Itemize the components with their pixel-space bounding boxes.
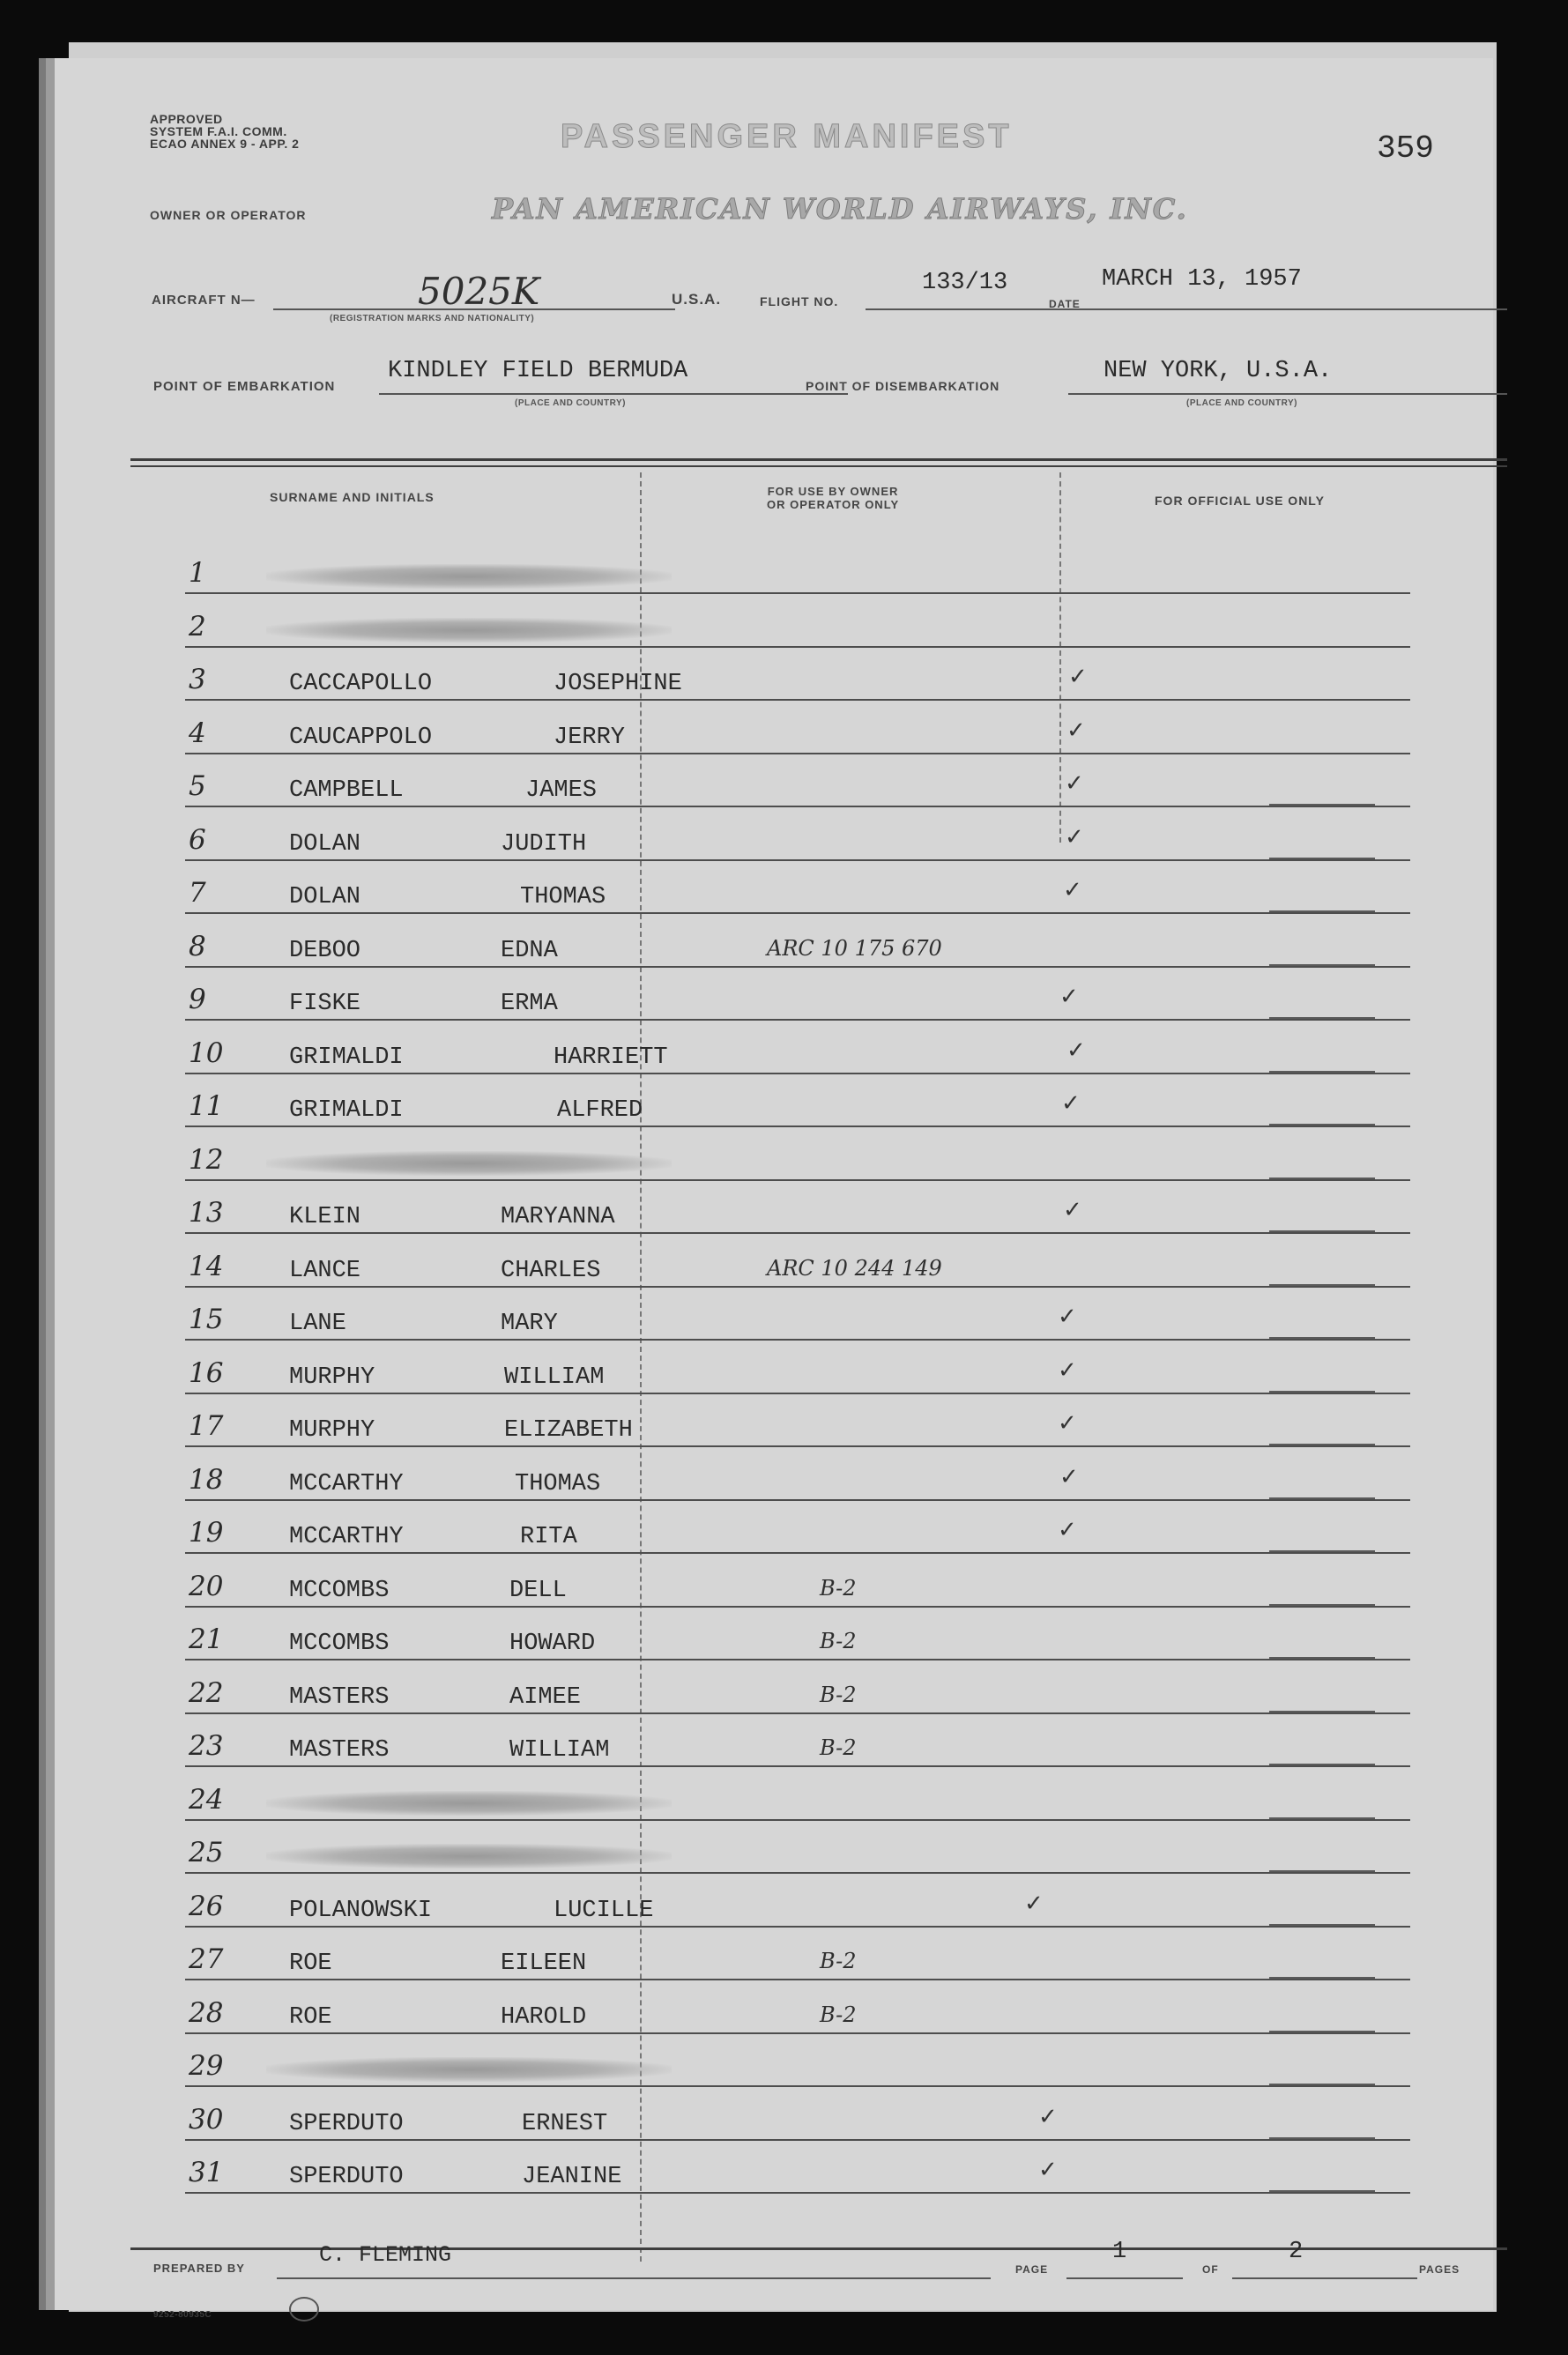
- passenger-given-name: HAROLD: [501, 2003, 587, 2031]
- passenger-surname: MURPHY: [289, 1363, 375, 1391]
- passenger-given-name: EDNA: [501, 937, 558, 964]
- check-mark-icon: ✓: [1038, 2103, 1058, 2130]
- aircraft-hint: (REGISTRATION MARKS AND NATIONALITY): [330, 314, 535, 323]
- pages-label: PAGES: [1419, 2263, 1460, 2276]
- passenger-surname: CAUCAPPOLO: [289, 724, 433, 751]
- passenger-given-name: LUCILLE: [554, 1897, 654, 1924]
- passenger-surname: ROE: [289, 2003, 332, 2031]
- table-row: [185, 1608, 1410, 1660]
- check-mark-icon: ✓: [1066, 717, 1086, 744]
- table-row: [185, 861, 1410, 914]
- passenger-given-name: ERNEST: [522, 2110, 608, 2137]
- table-row: [185, 1875, 1410, 1928]
- table-row: [185, 1501, 1410, 1554]
- check-mark-icon: ✓: [1066, 1036, 1086, 1064]
- disembark-label: POINT OF DISEMBARKATION: [806, 379, 1000, 393]
- passenger-surname: MCCARTHY: [289, 1524, 404, 1550]
- aircraft-label: AIRCRAFT N—: [152, 293, 256, 308]
- passenger-surname: MCCOMBS: [289, 1577, 390, 1604]
- table-row: [185, 1714, 1410, 1767]
- redacted-name: [266, 1844, 672, 1868]
- table-row: [185, 1394, 1410, 1447]
- table-row: [185, 1288, 1410, 1341]
- row-number: 31: [189, 2157, 224, 2188]
- operator-note: ARC 10 244 149: [767, 1255, 942, 1281]
- row-number: 12: [189, 1143, 224, 1176]
- passenger-surname: DOLAN: [289, 830, 361, 858]
- passenger-given-name: JOSEPHINE: [554, 671, 682, 697]
- row-number: 3: [189, 664, 206, 695]
- of-label: OF: [1202, 2263, 1219, 2276]
- official-use-blank: [1269, 1337, 1375, 1339]
- passenger-surname: KLEIN: [289, 1204, 361, 1230]
- passenger-surname: GRIMALDI: [289, 1097, 404, 1124]
- passenger-given-name: EILEEN: [501, 1950, 587, 1977]
- passenger-surname: MASTERS: [289, 1683, 390, 1711]
- check-mark-icon: ✓: [1063, 877, 1082, 903]
- table-row: [185, 541, 1410, 594]
- disembark-value: NEW YORK, U.S.A.: [1104, 358, 1333, 384]
- table-row: [185, 1341, 1410, 1394]
- passenger-given-name: MARYANNA: [501, 1204, 615, 1230]
- table-row: [185, 915, 1410, 968]
- passenger-surname: LANCE: [289, 1257, 361, 1284]
- table-row: [185, 1074, 1410, 1127]
- redacted-name: [266, 1791, 672, 1816]
- row-number: 5: [189, 770, 206, 802]
- aircraft-value: 5025K: [418, 270, 540, 313]
- row-number: 29: [189, 2050, 224, 2082]
- passenger-given-name: WILLIAM: [509, 1737, 610, 1764]
- table-row: [185, 1128, 1410, 1181]
- check-mark-icon: ✓: [1063, 1197, 1082, 1223]
- official-use-blank: [1269, 1550, 1375, 1552]
- passenger-surname: CACCAPOLLO: [289, 671, 433, 697]
- embark-value: KINDLEY FIELD BERMUDA: [388, 358, 688, 384]
- check-mark-icon: ✓: [1024, 1890, 1044, 1917]
- passenger-given-name: MARY: [501, 1311, 558, 1337]
- flight-value: 133/13: [922, 270, 1008, 296]
- column-header-operator-line: FOR USE BY OWNER: [767, 485, 899, 498]
- passenger-given-name: ERMA: [501, 991, 558, 1017]
- prepared-label: PREPARED BY: [153, 2262, 245, 2275]
- official-use-blank: [1269, 1391, 1375, 1393]
- passenger-surname: DOLAN: [289, 884, 361, 910]
- official-use-blank: [1269, 1444, 1375, 1445]
- passenger-surname: SPERDUTO: [289, 2164, 404, 2190]
- row-number: 17: [189, 1410, 224, 1442]
- row-number: 18: [189, 1463, 224, 1496]
- row-number: 26: [189, 1890, 224, 1922]
- table-row: [185, 808, 1410, 861]
- embark-label: POINT OF EMBARKATION: [153, 379, 336, 394]
- official-use-blank: [1269, 804, 1375, 806]
- check-mark-icon: ✓: [1065, 823, 1084, 851]
- check-mark-icon: ✓: [1065, 770, 1084, 797]
- official-use-blank: [1269, 1870, 1375, 1872]
- official-use-blank: [1269, 1124, 1375, 1125]
- official-use-blank: [1269, 1711, 1375, 1712]
- row-number: 20: [189, 1570, 224, 1602]
- column-header-operator: [767, 485, 899, 511]
- redacted-name: [266, 2057, 672, 2082]
- row-number: 21: [189, 1623, 224, 1655]
- official-use-blank: [1269, 1284, 1375, 1286]
- table-row: [185, 2034, 1410, 2087]
- passenger-surname: SPERDUTO: [289, 2110, 404, 2137]
- operator-note: B-2: [820, 1629, 857, 1653]
- passenger-given-name: JAMES: [525, 777, 598, 804]
- row-number: 15: [189, 1304, 224, 1335]
- passenger-surname: DEBOO: [289, 937, 361, 964]
- check-mark-icon: ✓: [1059, 984, 1079, 1010]
- row-number: 1: [189, 557, 206, 589]
- passenger-given-name: WILLIAM: [504, 1363, 605, 1391]
- table-row: [185, 595, 1410, 648]
- table-row: [185, 648, 1410, 701]
- official-use-blank: [1269, 2084, 1375, 2085]
- passenger-surname: GRIMALDI: [289, 1044, 404, 1071]
- official-use-blank: [1269, 910, 1375, 912]
- passenger-surname: CAMPBELL: [289, 777, 404, 804]
- page-label: PAGE: [1015, 2263, 1049, 2276]
- table-row: [185, 1928, 1410, 1980]
- official-use-blank: [1269, 1977, 1375, 1979]
- row-number: 30: [189, 2103, 224, 2136]
- row-number: 9: [189, 984, 206, 1015]
- table-row: [185, 1981, 1410, 2034]
- check-mark-icon: ✓: [1058, 1517, 1077, 1543]
- table-row: [185, 1768, 1410, 1821]
- row-number: 16: [189, 1356, 224, 1389]
- table-row: [185, 702, 1410, 754]
- operator-note: B-2: [820, 1682, 857, 1707]
- passenger-given-name: HOWARD: [509, 1631, 596, 1657]
- date-value: MARCH 13, 1957: [1102, 266, 1302, 293]
- passenger-given-name: DELL: [509, 1577, 567, 1604]
- row-number: 25: [189, 1837, 224, 1868]
- passenger-given-name: ELIZABETH: [504, 1417, 633, 1444]
- embark-hint: (PLACE AND COUNTRY): [515, 398, 626, 408]
- official-use-blank: [1269, 964, 1375, 966]
- row-number: 19: [189, 1517, 224, 1549]
- row-number: 4: [189, 717, 206, 749]
- passenger-given-name: JEANINE: [522, 2164, 622, 2190]
- row-number: 28: [189, 1996, 224, 2029]
- official-use-blank: [1269, 1924, 1375, 1926]
- redacted-name: [266, 564, 672, 589]
- column-header-names: SURNAME AND INITIALS: [270, 490, 435, 504]
- passenger-surname: ROE: [289, 1950, 332, 1977]
- official-use-blank: [1269, 1230, 1375, 1232]
- row-number: 6: [189, 823, 206, 856]
- passenger-surname: POLANOWSKI: [289, 1897, 433, 1924]
- row-number: 8: [189, 930, 206, 962]
- official-use-blank: [1269, 1071, 1375, 1073]
- disembark-hint: (PLACE AND COUNTRY): [1186, 398, 1297, 408]
- official-use-blank: [1269, 1497, 1375, 1499]
- passenger-given-name: AIMEE: [509, 1683, 582, 1711]
- column-header-operator-line: OR OPERATOR ONLY: [767, 498, 900, 511]
- official-use-blank: [1269, 1178, 1375, 1179]
- official-use-blank: [1269, 1657, 1375, 1659]
- union-bug-seal: [289, 2297, 319, 2322]
- check-mark-icon: ✓: [1068, 664, 1088, 690]
- operator-note: ARC 10 175 670: [767, 935, 942, 961]
- official-use-blank: [1269, 2031, 1375, 2032]
- row-number: 11: [189, 1090, 224, 1122]
- flight-label: FLIGHT NO.: [760, 294, 839, 308]
- passenger-given-name: CHARLES: [501, 1257, 601, 1284]
- nationality: U.S.A.: [672, 291, 722, 308]
- page-value: 1: [1112, 2239, 1127, 2265]
- passenger-given-name: JERRY: [554, 724, 626, 751]
- passenger-surname: MCCOMBS: [289, 1631, 390, 1657]
- official-use-blank: [1269, 1764, 1375, 1765]
- table-row: [185, 1181, 1410, 1234]
- check-mark-icon: ✓: [1058, 1356, 1077, 1384]
- operator-note: B-2: [820, 1735, 857, 1760]
- company-name: PAN AMERICAN WORLD AIRWAYS, INC.: [492, 192, 1188, 226]
- table-row: [185, 1235, 1410, 1288]
- official-use-blank: [1269, 2190, 1375, 2192]
- approval-line: ECAO ANNEX 9 - APP. 2: [150, 137, 300, 151]
- row-number: 24: [189, 1783, 224, 1816]
- column-header-official: FOR OFFICIAL USE ONLY: [1155, 494, 1325, 508]
- page-ref-number: 359: [1377, 130, 1434, 167]
- row-number: 7: [189, 877, 206, 909]
- row-number: 22: [189, 1676, 224, 1709]
- row-number: 2: [189, 610, 206, 643]
- check-mark-icon: ✓: [1058, 1410, 1077, 1437]
- table-row: [185, 968, 1410, 1021]
- official-use-blank: [1269, 2137, 1375, 2139]
- approval-block: [150, 113, 299, 150]
- passenger-surname: LANE: [289, 1311, 346, 1337]
- table-row: [185, 1448, 1410, 1501]
- passenger-given-name: THOMAS: [520, 884, 606, 910]
- row-number: 23: [189, 1730, 224, 1762]
- table-row: [185, 1555, 1410, 1608]
- manifest-sheet: [55, 58, 1493, 2320]
- operator-note: B-2: [820, 1949, 857, 1973]
- table-row: [185, 1821, 1410, 1874]
- official-use-blank: [1269, 1604, 1375, 1606]
- passenger-given-name: HARRIETT: [554, 1044, 668, 1071]
- official-use-blank: [1269, 858, 1375, 859]
- passenger-given-name: THOMAS: [515, 1470, 601, 1497]
- owner-label: OWNER OR OPERATOR: [150, 208, 307, 222]
- date-label: DATE: [1049, 298, 1081, 310]
- passenger-surname: MURPHY: [289, 1417, 375, 1444]
- passenger-given-name: JUDITH: [501, 830, 587, 858]
- operator-note: B-2: [820, 1575, 857, 1601]
- row-number: 10: [189, 1036, 224, 1069]
- prepared-value: C. FLEMING: [319, 2242, 452, 2268]
- passenger-surname: MCCARTHY: [289, 1470, 404, 1497]
- page-title: PASSENGER MANIFEST: [561, 118, 1013, 155]
- check-mark-icon: ✓: [1061, 1090, 1081, 1117]
- approval-line: SYSTEM F.A.I. COMM.: [150, 124, 287, 138]
- check-mark-icon: ✓: [1038, 2157, 1058, 2183]
- operator-note: B-2: [820, 2002, 857, 2027]
- passenger-given-name: ALFRED: [557, 1097, 643, 1124]
- approval-line: APPROVED: [150, 112, 223, 126]
- redacted-name: [266, 618, 672, 643]
- redacted-name: [266, 1151, 672, 1176]
- official-use-blank: [1269, 1817, 1375, 1819]
- form-code: 9252-80935C: [153, 2310, 212, 2320]
- check-mark-icon: ✓: [1058, 1304, 1077, 1330]
- row-number: 13: [189, 1197, 224, 1229]
- check-mark-icon: ✓: [1059, 1463, 1079, 1490]
- table-row: [185, 754, 1410, 807]
- table-row: [185, 2141, 1410, 2194]
- table-row: [185, 1661, 1410, 1714]
- passenger-surname: FISKE: [289, 991, 361, 1017]
- of-value: 2: [1289, 2239, 1304, 2265]
- passenger-surname: MASTERS: [289, 1737, 390, 1764]
- official-use-blank: [1269, 1017, 1375, 1019]
- row-number: 27: [189, 1943, 224, 1975]
- table-row: [185, 2088, 1410, 2141]
- row-number: 14: [189, 1250, 224, 1282]
- passenger-given-name: RITA: [520, 1524, 577, 1550]
- table-row: [185, 1021, 1410, 1074]
